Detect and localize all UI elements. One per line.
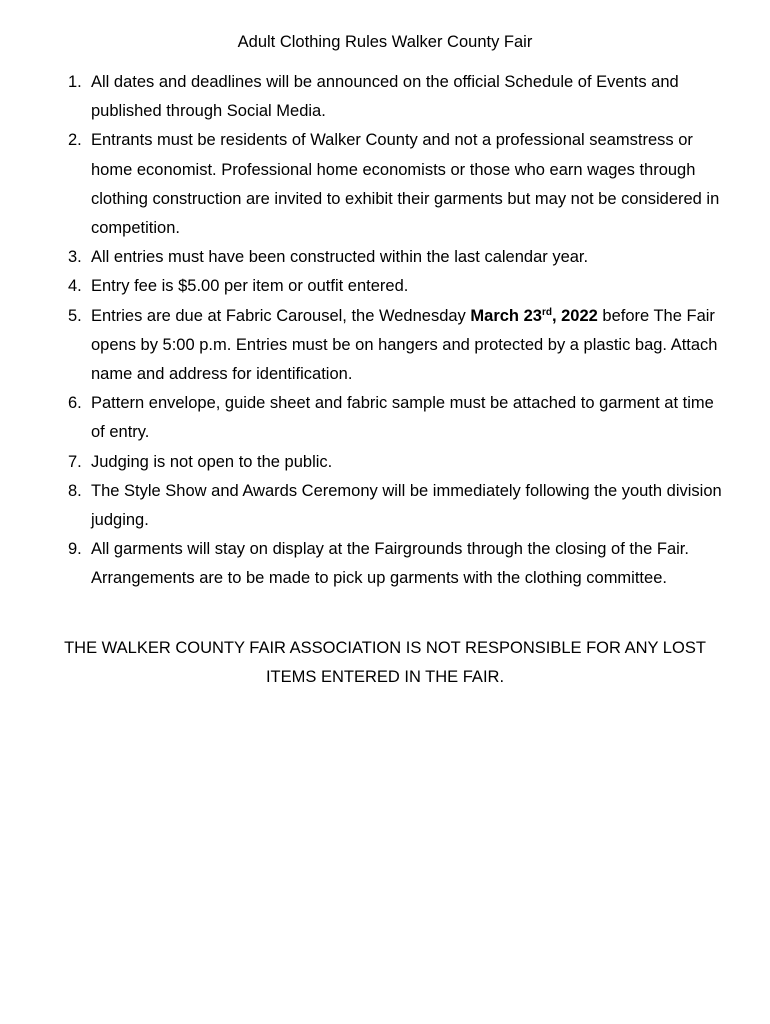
rule-text-after: before The Fair opens by 5:00 p.m. Entries must be on hangers and protected by a plastic bag. Attach name and address for identification. <box>91 306 718 384</box>
rule-text-before: Entries are due at Fabric Carousel, the Wednesday <box>91 306 471 325</box>
rule-text: All dates and deadlines will be announced on the official Schedule of Events and published through Social Media. <box>91 73 679 121</box>
rule-text: Judging is not open to the public. <box>91 452 333 471</box>
rule-number: 4. <box>68 277 82 296</box>
disclaimer-text: THE WALKER COUNTY FAIR ASSOCIATION IS NOT RESPONSIBLE FOR ANY LOST ITEMS ENTERED IN THE FAIR. <box>64 639 706 687</box>
rule-text: The Style Show and Awards Ceremony will be immediately following the youth division judging. <box>91 481 722 530</box>
rule-number: 7. <box>68 452 82 471</box>
rule-item-8 <box>0 477 731 535</box>
rule-item-2 <box>0 126 731 243</box>
rule-number: 5. <box>68 306 82 325</box>
rule-number: 3. <box>68 248 82 267</box>
rule-number: 1. <box>68 73 82 91</box>
due-date-suffix: rd <box>541 306 552 318</box>
rule-number: 8. <box>68 481 82 500</box>
rule-text: Entrants must be residents of Walker County and not a professional seamstress or home economist. Professional home economists or those who earn wages through clothing construction are invited to exhibit their garments but may not be considered in competition. <box>91 131 720 238</box>
rule-number: 2. <box>68 131 82 150</box>
rule-item-7 <box>0 448 731 477</box>
rule-item-5 <box>0 302 731 390</box>
rules-list <box>0 68 770 594</box>
rule-text <box>91 307 717 383</box>
due-date <box>470 307 597 325</box>
rule-item-3 <box>0 243 731 272</box>
due-date-day: March 23 <box>470 306 542 325</box>
rule-text: All entries must have been constructed within the last calendar year. <box>91 248 589 267</box>
due-date-year: , 2022 <box>551 306 598 325</box>
rule-item-6 <box>0 389 731 447</box>
rule-number: 9. <box>68 540 82 559</box>
rule-item-1 <box>0 68 731 126</box>
rule-text: Entry fee is $5.00 per item or outfit entered. <box>91 277 409 296</box>
rule-item-9 <box>0 535 731 593</box>
rule-number: 6. <box>68 394 82 413</box>
rule-text: All garments will stay on display at the Fairgrounds through the closing of the Fair. Arrangements are to be made to pick up garments with the clothing committee. <box>91 540 689 588</box>
rule-text: Pattern envelope, guide sheet and fabric sample must be attached to garment at time of entry. <box>91 394 714 442</box>
rule-item-4 <box>0 272 731 301</box>
document-title: Adult Clothing Rules Walker County Fair <box>237 33 533 51</box>
